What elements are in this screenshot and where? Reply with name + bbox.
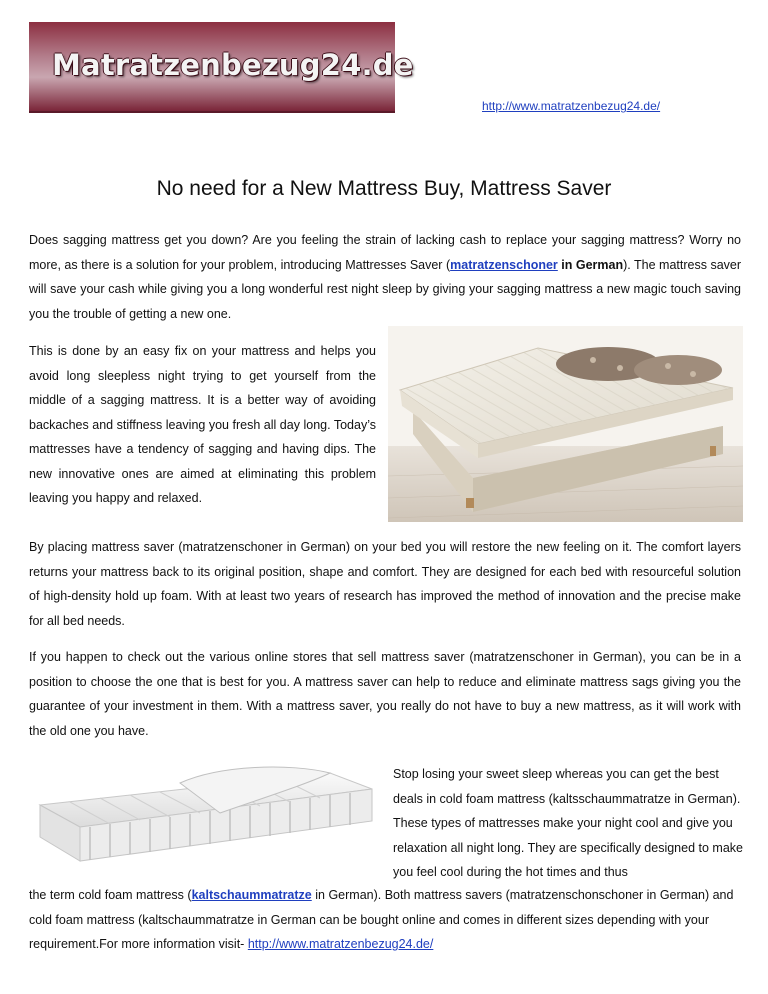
paragraph-cold-foam (29, 883, 741, 957)
paragraph-cold-foam-text: the term cold foam mattress ( (29, 888, 192, 902)
paragraph-easy-fix: This is done by an easy fix on your mattress and helps you avoid long sleepless night trying to get yourself from the middle of a sagging mattress. It is a better way of avoiding backaches and stiffness leaving you fresh all day long. Today’s mattresses have a tendency of sagging and having dips. The new innovative ones are aimed at eliminating this problem leaving you happy and relaxed. (29, 344, 376, 505)
matratzenschoner-link[interactable]: matratzenschoner (450, 257, 558, 272)
kaltschaummatratze-link[interactable]: kaltschaummatratze (191, 888, 312, 902)
in-german-bold: in German (557, 257, 624, 272)
paragraph-placing-saver: By placing mattress saver (matratzenschoner in German) on your bed you will restore the new feeling on it. The comfort layers returns your mattress back to its original position, shape and comfort. They are designed for each bed with resourceful solution of high-density hold up foam. With at least two years of research has improved the method of innovation and the precise make for all bed needs. (29, 540, 741, 628)
site-logo-banner (29, 22, 414, 113)
bed-with-mattress-saver-photo (388, 326, 743, 522)
cold-foam-mattress-photo (30, 765, 378, 873)
paragraph-intro-text-end: ). The mattress saver will save your cash while giving you a long wonderful rest night sleep by giving your sagging mattress a new magic touch saving you the trouble of getting a new one. (29, 257, 742, 321)
site-logo-text: Matratzenbezug24.de (52, 48, 414, 82)
paragraph-intro (29, 228, 741, 326)
paragraph-intro-text: Does sagging mattress get you down? Are you feeling the strain of lacking cash to replace your sagging mattress? Worry no more, as there is a solution for your problem, introducing Mattresses Saver ( (29, 233, 741, 272)
paragraph-online-stores: If you happen to check out the various online stores that sell mattress saver (matratzenschoner in German), you can be in a position to choose the one that is best for you. A mattress saver can help to reduce and eliminate mattress sags giving you the guarantee of your investment in them. With a mattress saver, you really do not have to buy a new mattress, as it will work with the old one you have. (29, 650, 741, 738)
site-url-link-top[interactable]: http://www.matratzenbezug24.de/ (482, 99, 661, 113)
paragraph-cold-foam-side: Stop losing your sweet sleep whereas you can get the best deals in cold foam mattress (kaltsschaummatratze in German). These types of mattresses make your night cool and give you relaxation all night long. They are specifically designed to make you feel cool during the hot times and thus (393, 767, 743, 879)
paragraph-cold-foam-text-end: in German). Both mattress savers (matratzenschonschoner in German) and cold foam mattress (kaltschaummatratze in German can be bought online and comes in different sizes depending with your requirement.For more information visit- (29, 888, 734, 951)
page-title: No need for a New Mattress Buy, Mattress Saver (156, 177, 612, 200)
site-url-link-bottom[interactable]: http://www.matratzenbezug24.de/ (247, 937, 434, 951)
